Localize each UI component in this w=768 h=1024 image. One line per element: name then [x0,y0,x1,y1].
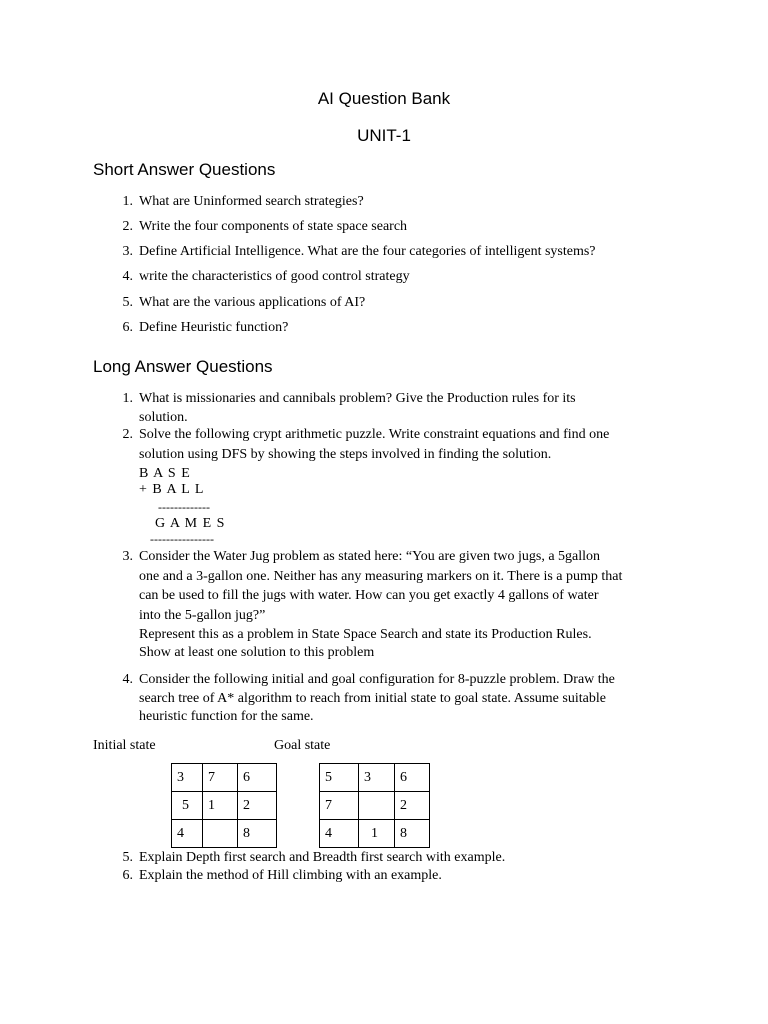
question-text: Define Artificial Intelligence. What are the four categories of intelligent systems? [139,244,596,259]
question-text-line: Show at least one solution to this problem [139,645,375,660]
grid-cell: 6 [238,764,277,792]
question-text-line: heuristic function for the same. [139,709,314,724]
grid-cell: 5 [172,792,203,820]
grid-cell [203,820,238,848]
grid-cell: 1 [203,792,238,820]
puzzle-separator: ------------- [158,500,210,514]
question-number: 1. [122,391,133,406]
question-number: 6. [122,320,133,335]
grid-cell: 1 [359,820,395,848]
grid-cell: 5 [320,764,359,792]
question-text: Define Heuristic function? [139,320,289,335]
question-text-line: solution. [139,410,188,425]
question-number: 5. [122,295,133,310]
question-number: 5. [122,850,133,865]
goal-state-label: Goal state [274,738,331,753]
question-text-line: search tree of A* algorithm to reach from initial state to goal state. Assume suitable [139,691,606,706]
question-text: write the characteristics of good control strategy [139,269,410,284]
puzzle-line-games: G A M E S [155,516,226,531]
grid-cell: 3 [359,764,395,792]
question-number: 4. [122,269,133,284]
grid-cell: 2 [395,792,430,820]
grid-cell: 2 [238,792,277,820]
question-number: 2. [122,219,133,234]
question-number: 2. [122,427,133,442]
question-number: 6. [122,868,133,883]
grid-cell: 6 [395,764,430,792]
question-number: 3. [122,549,133,564]
question-text: What are Uninformed search strategies? [139,194,364,209]
question-number: 4. [122,672,133,687]
initial-state-label: Initial state [93,738,156,753]
question-text-line: Consider the Water Jug problem as stated here: “You are given two jugs, a 5gallon [139,549,601,564]
puzzle-separator: ---------------- [150,532,214,546]
question-text-line: Represent this as a problem in State Space Search and state its Production Rules. [139,627,592,642]
grid-cell: 7 [203,764,238,792]
initial-state-grid [171,763,277,848]
question-text-line: solution using DFS by showing the steps involved in finding the solution. [139,447,552,462]
question-text-line: into the 5-gallon jug?” [139,608,266,623]
grid-cell: 8 [238,820,277,848]
question-number: 1. [122,194,133,209]
page-title: AI Question Bank [317,89,451,108]
question-text-line: Consider the following initial and goal configuration for 8-puzzle problem. Draw the [139,672,615,687]
unit-title: UNIT-1 [357,126,411,145]
grid-cell: 8 [395,820,430,848]
grid-cell: 7 [320,792,359,820]
question-number: 3. [122,244,133,259]
grid-cell: 4 [172,820,203,848]
puzzle-line-ball: + B A L L [139,482,205,497]
grid-cell: 4 [320,820,359,848]
goal-state-grid [319,763,430,848]
question-text: Explain Depth first search and Breadth first search with example. [139,850,506,865]
question-text-line: one and a 3-gallon one. Neither has any measuring markers on it. There is a pump that [139,569,623,584]
short-answer-heading: Short Answer Questions [93,160,276,179]
question-text: Explain the method of Hill climbing with an example. [139,868,442,883]
question-text-line: What is missionaries and cannibals problem? Give the Production rules for its [139,391,576,406]
long-answer-heading: Long Answer Questions [93,357,273,376]
question-text: What are the various applications of AI? [139,295,366,310]
question-text: Write the four components of state space search [139,219,408,234]
puzzle-line-base: B A S E [139,466,191,481]
grid-cell [359,792,395,820]
grid-cell: 3 [172,764,203,792]
question-text-line: Solve the following crypt arithmetic puzzle. Write constraint equations and find one [139,427,610,442]
question-text-line: can be used to fill the jugs with water. How can you get exactly 4 gallons of water [139,588,599,603]
